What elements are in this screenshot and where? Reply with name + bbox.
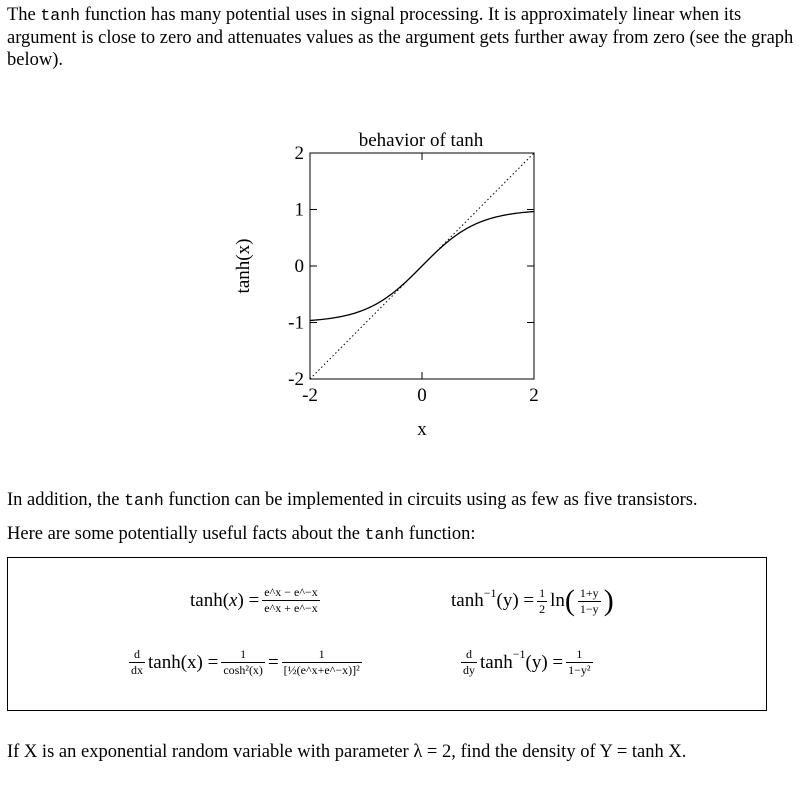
f2-rparen: ) <box>603 584 614 617</box>
x-tick-label: 0 <box>417 385 427 406</box>
f4-d: d <box>466 647 472 661</box>
y-tick-label: -1 <box>288 312 304 334</box>
f1-rhs: ) = <box>237 589 260 611</box>
f3-eq: = <box>267 651 279 673</box>
f2-half-den: 2 <box>539 601 546 616</box>
f4-one: 1 <box>576 647 583 661</box>
formula-darctanh <box>458 648 596 677</box>
f2-lparen: ( <box>564 584 575 617</box>
y-tick-label: -2 <box>288 369 304 390</box>
addition-paragraph <box>7 489 797 512</box>
formula-arctanh <box>451 586 614 616</box>
f2-half-num: 1 <box>539 585 546 600</box>
f2-var: (y) = <box>496 590 535 611</box>
f1-den: e^x + e^−x <box>264 601 318 615</box>
f2-fraction <box>578 587 601 616</box>
intro-text-2: function has many potential uses in signal processing. It is approximately linear when its argument is close to zero and attenuates values as the argument gets further away from zero (see the graph below). <box>7 5 794 70</box>
f2-num: 1+y <box>579 585 599 600</box>
f3-mid: tanh(x) = <box>148 651 219 673</box>
y-tick-label: 2 <box>294 143 304 164</box>
facts-box <box>7 557 767 711</box>
chart-title: behavior of tanh <box>358 130 484 151</box>
facts-intro-paragraph <box>7 523 797 546</box>
addition-text-1: In addition, the <box>7 490 125 510</box>
f3-ddx <box>129 648 145 677</box>
addition-text-2: function can be implemented in circuits using as few as five transistors. <box>163 490 698 510</box>
f1-lhs: tanh( <box>190 589 230 611</box>
f2-ln: ln <box>550 590 565 611</box>
f1-fraction <box>262 586 319 615</box>
intro-code: tanh <box>40 6 80 25</box>
f2-sup: −1 <box>483 585 497 600</box>
f3-one: 1 <box>240 647 247 661</box>
f2-lhs: tanh <box>451 590 484 611</box>
f1-num: e^x − e^−x <box>264 585 318 599</box>
y-tick-label: 0 <box>294 256 304 277</box>
f3-fraction-2 <box>282 648 362 677</box>
x-axis-label: x <box>417 419 427 440</box>
formula-dtanh <box>126 648 365 677</box>
f4-dy: dy <box>463 663 475 677</box>
f3-cosh: cosh²(x) <box>223 663 263 677</box>
f3-fraction-1 <box>221 648 265 677</box>
f4-sup: −1 <box>512 647 526 661</box>
f4-fraction <box>566 648 592 677</box>
f1-var: x <box>229 589 238 611</box>
addition-code: tanh <box>124 491 164 510</box>
y-tick-label: 1 <box>294 199 304 221</box>
f2-half <box>537 587 547 616</box>
formula-tanh <box>190 586 323 615</box>
intro-text-1: The <box>7 5 41 25</box>
f3-d: d <box>134 647 140 661</box>
facts-intro-text-1: Here are some potentially useful facts about the <box>7 524 365 544</box>
y-axis-label: tanh(x) <box>233 238 254 294</box>
facts-intro-code: tanh <box>364 525 405 544</box>
facts-intro-text-2: function: <box>404 524 476 544</box>
f4-ddy <box>461 648 477 677</box>
f4-den: 1−y² <box>568 663 591 677</box>
f3-den2: [½(e^x+e^−x)]² <box>283 663 360 677</box>
f4-mid: tanh <box>480 651 513 673</box>
f4-var: (y) = <box>525 651 564 673</box>
x-tick-label: -2 <box>302 385 318 406</box>
f3-dx: dx <box>131 663 143 677</box>
f2-den: 1−y <box>579 601 599 616</box>
f3-one2: 1 <box>318 647 325 661</box>
x-tick-label: 2 <box>529 385 539 406</box>
tanh-curve <box>310 212 534 321</box>
question-paragraph: If X is an exponential random variable with parameter λ = 2, find the density of Y = tanh X. <box>7 742 687 762</box>
